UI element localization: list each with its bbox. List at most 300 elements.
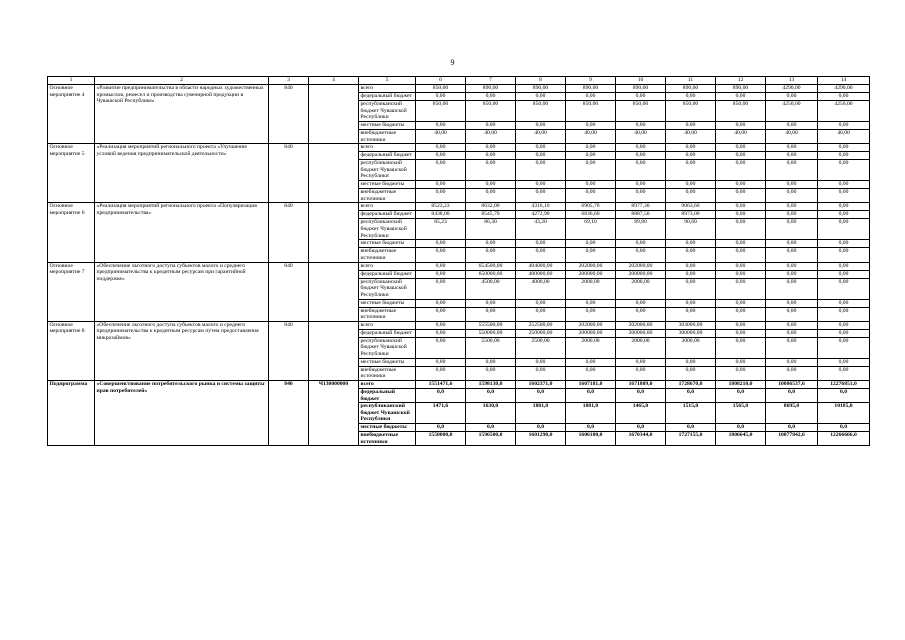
amount-cell: 0,00: [818, 366, 870, 380]
amount-cell: 4250,00: [818, 101, 870, 122]
amount-cell: 4272,90: [516, 211, 566, 219]
amount-cell: 0,00: [466, 160, 516, 181]
amount-cell: 2000,00: [566, 337, 616, 358]
amount-cell: 0,00: [818, 299, 870, 307]
amount-cell: 0,00: [516, 122, 566, 130]
amount-cell: 850,00: [416, 101, 466, 122]
amount-cell: 0,00: [566, 160, 616, 181]
amount-cell: 0,00: [766, 211, 818, 219]
amount-cell: 202000,00: [616, 321, 666, 329]
column-header: 5: [359, 77, 416, 85]
amount-cell: 89,80: [616, 219, 666, 240]
amount-cell: 0,0: [416, 388, 466, 402]
amount-cell: 0,00: [416, 307, 466, 321]
amount-cell: 0,00: [566, 248, 616, 262]
amount-cell: 0,00: [818, 337, 870, 358]
amount-cell: 303000,00: [666, 321, 716, 329]
amount-cell: 0,00: [716, 299, 766, 307]
amount-cell: 0,00: [566, 122, 616, 130]
amount-cell: 0,0: [416, 424, 466, 432]
amount-cell: 0,00: [416, 189, 466, 203]
amount-cell: 0,00: [566, 152, 616, 160]
funding-source: республиканский бюджет Чувашской Республики: [359, 278, 416, 299]
amount-cell: 250000,00: [516, 329, 566, 337]
responsible-code: 840: [269, 321, 309, 380]
amount-cell: 0,00: [818, 248, 870, 262]
amount-cell: 0,00: [818, 240, 870, 248]
amount-cell: 1471,6: [416, 403, 466, 424]
amount-cell: 890,00: [466, 85, 516, 93]
amount-cell: 0,00: [416, 270, 466, 278]
amount-cell: 2000,00: [616, 337, 666, 358]
amount-cell: 0,00: [416, 337, 466, 358]
amount-cell: 0,0: [466, 424, 516, 432]
funding-source: всего: [359, 203, 416, 211]
amount-cell: 1808210,0: [716, 380, 766, 388]
column-header: 6: [416, 77, 466, 85]
amount-cell: 0,00: [516, 181, 566, 189]
amount-cell: 0,00: [716, 307, 766, 321]
amount-cell: 1465,0: [616, 403, 666, 424]
amount-cell: 40,00: [716, 130, 766, 144]
amount-cell: 0,00: [766, 262, 818, 270]
amount-cell: 2000,00: [566, 278, 616, 299]
amount-cell: 9063,60: [666, 203, 716, 211]
amount-cell: 0,00: [818, 160, 870, 181]
amount-cell: 0,00: [716, 262, 766, 270]
column-header: 1: [48, 77, 95, 85]
amount-cell: 0,00: [416, 240, 466, 248]
amount-cell: 0,00: [766, 278, 818, 299]
amount-cell: 0,0: [616, 424, 666, 432]
funding-source: федеральный бюджет: [359, 93, 416, 101]
amount-cell: 0,00: [818, 262, 870, 270]
amount-cell: 1550000,0: [416, 432, 466, 446]
amount-cell: 6905,70: [566, 203, 616, 211]
amount-cell: 1630,0: [466, 403, 516, 424]
amount-cell: 0,00: [766, 219, 818, 240]
amount-cell: 0,00: [466, 307, 516, 321]
amount-cell: 0,00: [616, 189, 666, 203]
amount-cell: 0,00: [466, 181, 516, 189]
responsible-code: 840: [269, 144, 309, 203]
amount-cell: 0,0: [716, 388, 766, 402]
amount-cell: 0,00: [818, 358, 870, 366]
amount-cell: 0,00: [716, 329, 766, 337]
funding-source: федеральный бюджет: [359, 388, 416, 402]
amount-cell: 0,00: [766, 152, 818, 160]
amount-cell: 0,00: [818, 181, 870, 189]
amount-cell: 0,00: [818, 152, 870, 160]
funding-source: внебюджетные источники: [359, 432, 416, 446]
amount-cell: 202000,00: [616, 262, 666, 270]
amount-cell: 0,00: [716, 240, 766, 248]
amount-cell: 252500,00: [516, 321, 566, 329]
responsible-code: 840: [269, 380, 309, 445]
amount-cell: 0,00: [766, 299, 818, 307]
amount-cell: 0,00: [766, 122, 818, 130]
amount-cell: 0,00: [466, 122, 516, 130]
amount-cell: 1081,0: [566, 403, 616, 424]
page-number: 9: [450, 58, 455, 67]
amount-cell: 890,00: [716, 85, 766, 93]
amount-cell: 40,00: [818, 130, 870, 144]
funding-source: внебюджетные источники: [359, 307, 416, 321]
amount-cell: 0,00: [666, 144, 716, 152]
amount-cell: 0,0: [466, 388, 516, 402]
amount-cell: 0,00: [416, 358, 466, 366]
amount-cell: 40,00: [416, 130, 466, 144]
amount-cell: 6836,60: [566, 211, 616, 219]
amount-cell: 0,00: [716, 278, 766, 299]
amount-cell: 0,00: [616, 93, 666, 101]
amount-cell: 4250,00: [766, 101, 818, 122]
amount-cell: 0,00: [416, 152, 466, 160]
amount-cell: 0,00: [616, 248, 666, 262]
funding-source: федеральный бюджет: [359, 270, 416, 278]
amount-cell: 0,00: [766, 307, 818, 321]
amount-cell: 0,0: [516, 424, 566, 432]
amount-cell: 3000,00: [666, 337, 716, 358]
column-header-row: [48, 77, 870, 85]
amount-cell: 0,00: [516, 240, 566, 248]
amount-cell: 0,00: [666, 307, 716, 321]
column-header: 8: [516, 77, 566, 85]
amount-cell: 0,00: [766, 181, 818, 189]
amount-cell: 0,00: [416, 160, 466, 181]
amount-cell: 1565,0: [716, 403, 766, 424]
amount-cell: 86,30: [466, 219, 516, 240]
amount-cell: 0,00: [416, 181, 466, 189]
amount-cell: 0,00: [716, 152, 766, 160]
amount-cell: 550000,00: [466, 329, 516, 337]
amount-cell: 1602371,0: [516, 380, 566, 388]
amount-cell: 1601290,0: [516, 432, 566, 446]
amount-cell: 0,00: [716, 270, 766, 278]
amount-cell: 890,00: [666, 85, 716, 93]
amount-cell: 0,00: [416, 366, 466, 380]
amount-cell: 69,10: [566, 219, 616, 240]
amount-cell: 0,0: [766, 424, 818, 432]
amount-cell: 4290,00: [766, 85, 818, 93]
budget-classification-code: [309, 321, 359, 380]
amount-cell: 0,00: [666, 262, 716, 270]
amount-cell: 0,0: [516, 388, 566, 402]
amount-cell: 0,00: [616, 160, 666, 181]
amount-cell: 0,0: [616, 388, 666, 402]
amount-cell: 0,00: [818, 219, 870, 240]
responsible-code: 840: [269, 203, 309, 262]
amount-cell: 0,00: [616, 307, 666, 321]
funding-source: республиканский бюджет Чувашской Республики: [359, 101, 416, 122]
budget-classification-code: [309, 262, 359, 321]
amount-cell: 200000,00: [616, 329, 666, 337]
amount-cell: 0,0: [766, 388, 818, 402]
amount-cell: 8887,50: [616, 211, 666, 219]
amount-cell: 43,20: [516, 219, 566, 240]
table-row: [48, 262, 870, 270]
column-header: 10: [616, 77, 666, 85]
amount-cell: 0,0: [666, 388, 716, 402]
amount-cell: 0,00: [466, 248, 516, 262]
amount-cell: 200000,00: [566, 270, 616, 278]
column-header: 3: [269, 77, 309, 85]
amount-cell: 1607181,0: [566, 380, 616, 388]
table-row: [48, 203, 870, 211]
amount-cell: 10086537,6: [766, 380, 818, 388]
funding-source: местные бюджеты: [359, 181, 416, 189]
amount-cell: 0,00: [516, 152, 566, 160]
responsible-code: 840: [269, 262, 309, 321]
amount-cell: 10185,0: [818, 403, 870, 424]
amount-cell: 8523,23: [416, 203, 466, 211]
amount-cell: 0,00: [466, 358, 516, 366]
amount-cell: 0,00: [818, 270, 870, 278]
amount-cell: 0,00: [766, 366, 818, 380]
amount-cell: 0,00: [818, 307, 870, 321]
amount-cell: 404000,00: [516, 262, 566, 270]
responsible-code: 840: [269, 85, 309, 144]
amount-cell: 0,00: [766, 160, 818, 181]
amount-cell: 850,00: [466, 101, 516, 122]
amount-cell: 0,00: [818, 278, 870, 299]
amount-cell: 0,00: [766, 358, 818, 366]
amount-cell: 1727155,0: [666, 432, 716, 446]
amount-cell: 10077842,6: [766, 432, 818, 446]
funding-source: внебюджетные источники: [359, 366, 416, 380]
amount-cell: 0,00: [416, 262, 466, 270]
amount-cell: 0,00: [566, 366, 616, 380]
amount-cell: 1598130,0: [466, 380, 516, 388]
amount-cell: 0,0: [566, 388, 616, 402]
amount-cell: 0,00: [766, 203, 818, 211]
program-description: «Обеспечение льготного доступа субъектов малого и среднего предпринимательства к кредитным ресурсам при гарантийной поддержке»: [95, 262, 269, 321]
amount-cell: 40,00: [616, 130, 666, 144]
amount-cell: 0,00: [516, 307, 566, 321]
amount-cell: 0,00: [566, 358, 616, 366]
amount-cell: 0,00: [516, 144, 566, 152]
amount-cell: 0,00: [818, 189, 870, 203]
amount-cell: 0,00: [766, 248, 818, 262]
funding-source: всего: [359, 85, 416, 93]
amount-cell: 40,00: [566, 130, 616, 144]
amount-cell: 0,00: [716, 366, 766, 380]
amount-cell: 0,00: [666, 122, 716, 130]
budget-classification-code: [309, 203, 359, 262]
amount-cell: 4500,00: [466, 278, 516, 299]
amount-cell: 0,00: [516, 189, 566, 203]
amount-cell: 4290,00: [818, 85, 870, 93]
table-row: [48, 85, 870, 93]
funding-source: внебюджетные источники: [359, 248, 416, 262]
amount-cell: 4316,10: [516, 203, 566, 211]
amount-cell: 40,00: [666, 130, 716, 144]
amount-cell: 850,00: [716, 101, 766, 122]
amount-cell: 0,00: [566, 93, 616, 101]
amount-cell: 0,00: [666, 278, 716, 299]
funding-source: республиканский бюджет Чувашской Республики: [359, 219, 416, 240]
amount-cell: 1081,0: [516, 403, 566, 424]
funding-source: местные бюджеты: [359, 299, 416, 307]
budget-classification-code: [309, 144, 359, 203]
amount-cell: 890,00: [566, 85, 616, 93]
amount-cell: 0,00: [666, 240, 716, 248]
funding-source: внебюджетные источники: [359, 130, 416, 144]
amount-cell: 0,00: [666, 181, 716, 189]
amount-cell: 850,00: [666, 101, 716, 122]
amount-cell: 0,00: [716, 321, 766, 329]
amount-cell: 654500,00: [466, 262, 516, 270]
amount-cell: 1596500,0: [466, 432, 516, 446]
amount-cell: 0,00: [616, 240, 666, 248]
amount-cell: 0,00: [566, 189, 616, 203]
amount-cell: 0,00: [818, 203, 870, 211]
column-header: 12: [716, 77, 766, 85]
amount-cell: 0,00: [516, 93, 566, 101]
amount-cell: 8545,70: [466, 211, 516, 219]
funding-source: республиканский бюджет Чувашской Республики: [359, 337, 416, 358]
amount-cell: 850,00: [566, 101, 616, 122]
amount-cell: 0,00: [818, 122, 870, 130]
amount-cell: 0,00: [716, 189, 766, 203]
amount-cell: 0,00: [466, 299, 516, 307]
amount-cell: 0,00: [516, 299, 566, 307]
amount-cell: 0,00: [766, 93, 818, 101]
budget-classification-code: Ч130000000: [309, 380, 359, 445]
amount-cell: 0,0: [566, 424, 616, 432]
program-name: Основное мероприятие 8: [48, 321, 95, 380]
amount-cell: 400000,00: [516, 270, 566, 278]
budget-classification-code: [309, 85, 359, 144]
amount-cell: 0,00: [716, 160, 766, 181]
amount-cell: 0,00: [716, 219, 766, 240]
program-description: «Развитие предпринимательства в области народных художественных промыслов, ремесел и производства сувенирной продукции в Чувашской Республике»: [95, 85, 269, 144]
amount-cell: 0,00: [466, 366, 516, 380]
amount-cell: 0,00: [566, 299, 616, 307]
amount-cell: 0,00: [466, 189, 516, 203]
funding-source: всего: [359, 262, 416, 270]
amount-cell: 0,00: [818, 211, 870, 219]
funding-source: местные бюджеты: [359, 358, 416, 366]
amount-cell: 0,00: [466, 240, 516, 248]
amount-cell: 8632,00: [466, 203, 516, 211]
funding-source: всего: [359, 380, 416, 388]
amount-cell: 0,00: [766, 240, 818, 248]
amount-cell: 0,00: [416, 144, 466, 152]
funding-source: всего: [359, 321, 416, 329]
column-header: 14: [818, 77, 870, 85]
amount-cell: 0,00: [666, 152, 716, 160]
amount-cell: 0,00: [716, 337, 766, 358]
amount-cell: 0,00: [566, 181, 616, 189]
amount-cell: 0,00: [716, 358, 766, 366]
amount-cell: 0,00: [516, 358, 566, 366]
amount-cell: 40,00: [516, 130, 566, 144]
amount-cell: 0,00: [716, 211, 766, 219]
amount-cell: 0,0: [818, 388, 870, 402]
program-description: «Обеспечение льготного доступа субъектов малого и среднего предпринимательства к кредитным ресурсам путем предоставления микрозаймов»: [95, 321, 269, 380]
program-name: Подпрограмма: [48, 380, 95, 445]
amount-cell: 90,60: [666, 219, 716, 240]
program-name: Основное мероприятие 6: [48, 203, 95, 262]
amount-cell: 650000,00: [466, 270, 516, 278]
amount-cell: 0,00: [818, 93, 870, 101]
funding-source: местные бюджеты: [359, 240, 416, 248]
amount-cell: 1551471,6: [416, 380, 466, 388]
amount-cell: 200000,00: [566, 329, 616, 337]
amount-cell: 1671809,0: [616, 380, 666, 388]
funding-source: республиканский бюджет Чувашской Республики: [359, 403, 416, 424]
amount-cell: 200000,00: [616, 270, 666, 278]
amount-cell: 0,00: [666, 299, 716, 307]
amount-cell: 0,00: [818, 329, 870, 337]
amount-cell: 202000,00: [566, 262, 616, 270]
column-header: 13: [766, 77, 818, 85]
amount-cell: 0,00: [666, 189, 716, 203]
amount-cell: 0,00: [666, 270, 716, 278]
amount-cell: 0,00: [466, 152, 516, 160]
amount-cell: 1670344,0: [616, 432, 666, 446]
amount-cell: 0,00: [716, 93, 766, 101]
amount-cell: 0,00: [566, 307, 616, 321]
amount-cell: 0,00: [766, 144, 818, 152]
column-header: 7: [466, 77, 516, 85]
amount-cell: 0,00: [766, 337, 818, 358]
amount-cell: 0,00: [516, 248, 566, 262]
funding-source: внебюджетные источники: [359, 189, 416, 203]
amount-cell: 0,00: [616, 299, 666, 307]
amount-cell: 0,00: [616, 144, 666, 152]
program-description: «Совершенствование потребительского рынка и системы защиты прав потребителей»: [95, 380, 269, 445]
funding-source: федеральный бюджет: [359, 329, 416, 337]
program-name: Основное мероприятие 5: [48, 144, 95, 203]
amount-cell: 0,00: [666, 366, 716, 380]
amount-cell: 0,00: [616, 122, 666, 130]
amount-cell: 0,00: [616, 152, 666, 160]
amount-cell: 0,00: [566, 144, 616, 152]
program-description: «Реализация мероприятий регионального проекта «Популяризация предпринимательства»: [95, 203, 269, 262]
amount-cell: 2500,00: [516, 337, 566, 358]
funding-source: местные бюджеты: [359, 122, 416, 130]
amount-cell: 0,00: [766, 329, 818, 337]
amount-cell: 0,00: [666, 160, 716, 181]
budget-table: [47, 76, 870, 446]
amount-cell: 890,00: [616, 85, 666, 93]
amount-cell: 8695,0: [766, 403, 818, 424]
funding-source: федеральный бюджет: [359, 211, 416, 219]
amount-cell: 85,23: [416, 219, 466, 240]
funding-source: республиканский бюджет Чувашской Республики: [359, 160, 416, 181]
table-row: [48, 321, 870, 329]
amount-cell: 0,00: [716, 122, 766, 130]
column-header: 4: [309, 77, 359, 85]
amount-cell: 300000,00: [666, 329, 716, 337]
amount-cell: 0,00: [566, 240, 616, 248]
amount-cell: 850,00: [516, 101, 566, 122]
amount-cell: 12266666,0: [818, 432, 870, 446]
amount-cell: 5500,00: [466, 337, 516, 358]
amount-cell: 0,00: [416, 321, 466, 329]
amount-cell: 0,00: [766, 270, 818, 278]
amount-cell: 0,00: [416, 329, 466, 337]
amount-cell: 40,00: [766, 130, 818, 144]
column-header: 9: [566, 77, 616, 85]
amount-cell: 0,00: [466, 144, 516, 152]
amount-cell: 890,00: [516, 85, 566, 93]
amount-cell: 0,00: [766, 189, 818, 203]
program-description: «Реализация мероприятий регионального проекта «Улучшение условий ведения предпринимательской деятельности»: [95, 144, 269, 203]
amount-cell: 2000,00: [616, 278, 666, 299]
